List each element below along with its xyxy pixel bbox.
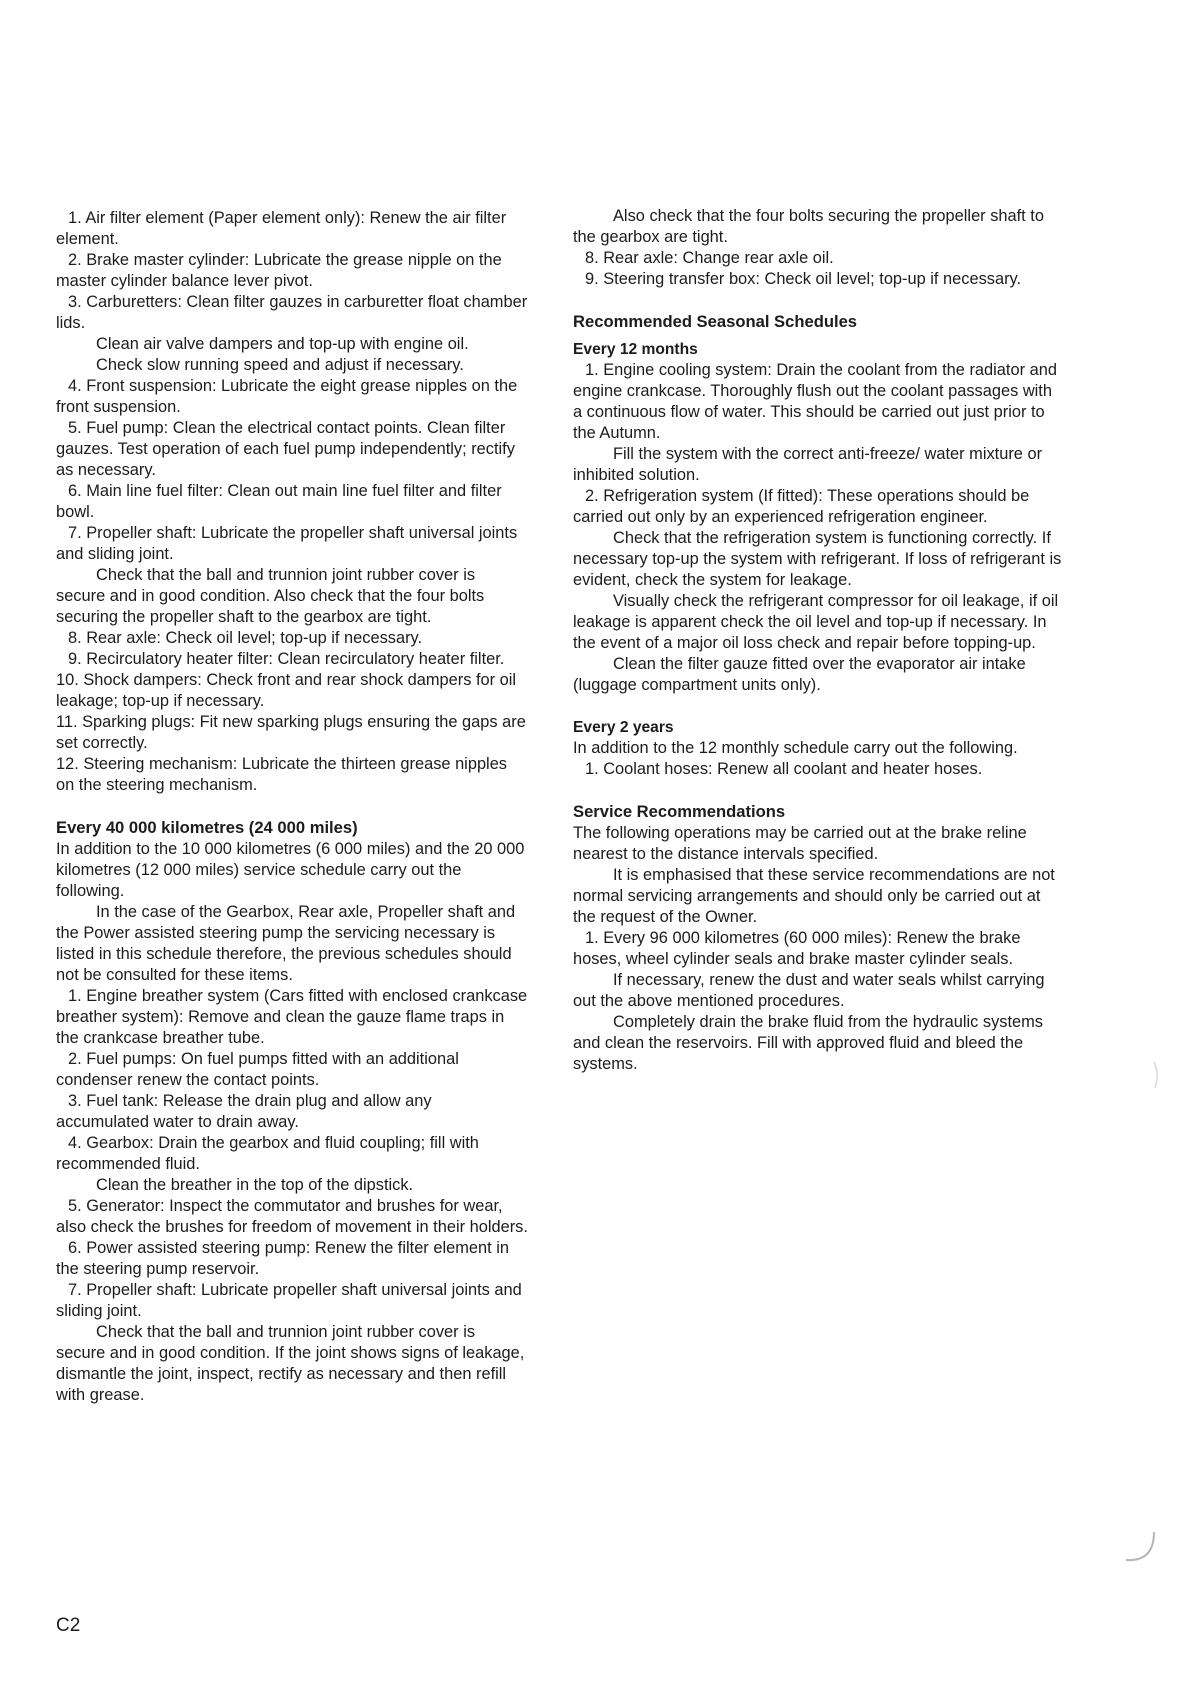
paragraph: Clean the breather in the top of the dipstick. [96, 1176, 414, 1194]
paragraph: If necessary, renew the dust and water seals whilst carrying out the above mentioned procedures. [573, 971, 1045, 1010]
list-item: 8. Rear axle: Check oil level; top-up if necessary. [68, 629, 423, 647]
left-column [56, 208, 528, 1406]
paragraph: In the case of the Gearbox, Rear axle, Propeller shaft and the Power assisted steering pump the servicing necessary is listed in this schedule therefore, the previous schedules should not be consulted for these items. [56, 903, 516, 984]
list-item: 2. Fuel pumps: On fuel pumps fitted with an additional condenser renew the contact points. [56, 1050, 459, 1089]
list-item: 2. Refrigeration system (If fitted): These operations should be carried out only by an experienced refrigeration engineer. [573, 487, 1030, 526]
section-heading-seasonal: Recommended Seasonal Schedules [573, 312, 858, 331]
list-item: 8. Rear axle: Change rear axle oil. [585, 249, 834, 267]
list-item: 1. Engine cooling system: Drain the coolant from the radiator and engine crankcase. Thoroughly flush out the coolant passages with a continuous flow of water. This should be carried out just prior to the Autumn. [573, 361, 1057, 442]
list-item: 1. Every 96 000 kilometres (60 000 miles): Renew the brake hoses, wheel cylinder seals and brake master cylinder seals. [573, 929, 1021, 968]
paragraph: It is emphasised that these service recommendations are not normal servicing arrangements and should only be carried out at the request of the Owner. [573, 866, 1055, 926]
paragraph: In addition to the 10 000 kilometres (6 000 miles) and the 20 000 kilometres (12 000 miles) service schedule carry out the following. [56, 840, 525, 900]
subheading-every-2-years: Every 2 years [573, 719, 674, 736]
paragraph: Completely drain the brake fluid from the hydraulic systems and clean the reservoirs. Fill with approved fluid and bleed the systems. [573, 1013, 1043, 1073]
subheading-every-12-months: Every 12 months [573, 341, 698, 358]
list-item: 5. Generator: Inspect the commutator and brushes for wear, also check the brushes for freedom of movement in their holders. [56, 1197, 528, 1236]
list-item: 1. Coolant hoses: Renew all coolant and heater hoses. [585, 760, 983, 778]
list-item: 4. Gearbox: Drain the gearbox and fluid coupling; fill with recommended fluid. [56, 1134, 479, 1173]
list-item: 6. Main line fuel filter: Clean out main line fuel filter and filter bowl. [56, 482, 502, 521]
section-heading-service-recommendations: Service Recommendations [573, 802, 786, 821]
list-item: 1. Engine breather system (Cars fitted with enclosed crankcase breather system): Remove and clean the gauze flame traps in the crankcase breather tube. [56, 987, 528, 1047]
scan-mark [1120, 1530, 1160, 1570]
list-item: 6. Power assisted steering pump: Renew the filter element in the steering pump reservoir. [56, 1239, 509, 1278]
list-item: 10. Shock dampers: Check front and rear shock dampers for oil leakage; top-up if necessary. [56, 671, 517, 710]
list-item: 9. Recirculatory heater filter: Clean recirculatory heater filter. [68, 650, 505, 668]
list-item: 5. Fuel pump: Clean the electrical contact points. Clean filter gauzes. Test operation of each fuel pump independently; rectify as necessary. [56, 419, 515, 479]
section-heading-40000km: Every 40 000 kilometres (24 000 miles) [56, 818, 358, 837]
list-item: 9. Steering transfer box: Check oil level; top-up if necessary. [585, 270, 1022, 288]
paragraph: Clean air valve dampers and top-up with engine oil. [96, 335, 469, 353]
list-item: 7. Propeller shaft: Lubricate propeller shaft universal joints and sliding joint. [56, 1281, 522, 1320]
list-item: 4. Front suspension: Lubricate the eight grease nipples on the front suspension. [56, 377, 518, 416]
paragraph: In addition to the 12 monthly schedule carry out the following. [573, 739, 1018, 757]
paragraph: Check slow running speed and adjust if necessary. [96, 356, 464, 374]
list-item: 3. Fuel tank: Release the drain plug and allow any accumulated water to drain away. [56, 1092, 432, 1131]
list-item: 1. Air filter element (Paper element only): Renew the air filter element. [56, 209, 507, 248]
scan-mark [1150, 1060, 1164, 1090]
paragraph: Fill the system with the correct anti-freeze/ water mixture or inhibited solution. [573, 445, 1043, 484]
right-column [573, 206, 1063, 1075]
paragraph: The following operations may be carried out at the brake reline nearest to the distance intervals specified. [573, 824, 1027, 863]
paragraph: Check that the refrigeration system is functioning correctly. If necessary top-up the system with refrigerant. If loss of refrigerant is evident, check the system for leakage. [573, 529, 1062, 589]
list-item: 11. Sparking plugs: Fit new sparking plugs ensuring the gaps are set correctly. [56, 713, 526, 752]
list-item: 12. Steering mechanism: Lubricate the thirteen grease nipples on the steering mechanism. [56, 755, 508, 794]
list-item: 7. Propeller shaft: Lubricate the propeller shaft universal joints and sliding joint. [56, 524, 518, 563]
paragraph: Visually check the refrigerant compressor for oil leakage, if oil leakage is apparent check the oil level and top-up if necessary. In the event of a major oil loss check and repair before topping-up. [573, 592, 1059, 652]
paragraph: Clean the filter gauze fitted over the evaporator air intake (luggage compartment units only). [573, 655, 1026, 694]
list-item: 2. Brake master cylinder: Lubricate the grease nipple on the master cylinder balance lever pivot. [56, 251, 502, 290]
paragraph: Also check that the four bolts securing the propeller shaft to the gearbox are tight. [573, 207, 1044, 246]
list-item: 3. Carburetters: Clean filter gauzes in carburetter float chamber lids. [56, 293, 528, 332]
page-number: C2 [56, 1615, 81, 1636]
paragraph: Check that the ball and trunnion joint rubber cover is secure and in good condition. Also check that the four bolts securing the propeller shaft to the gearbox are tight. [56, 566, 485, 626]
paragraph: Check that the ball and trunnion joint rubber cover is secure and in good condition. If the joint shows signs of leakage, dismantle the joint, inspect, rectify as necessary and then refill with grease. [56, 1323, 525, 1404]
